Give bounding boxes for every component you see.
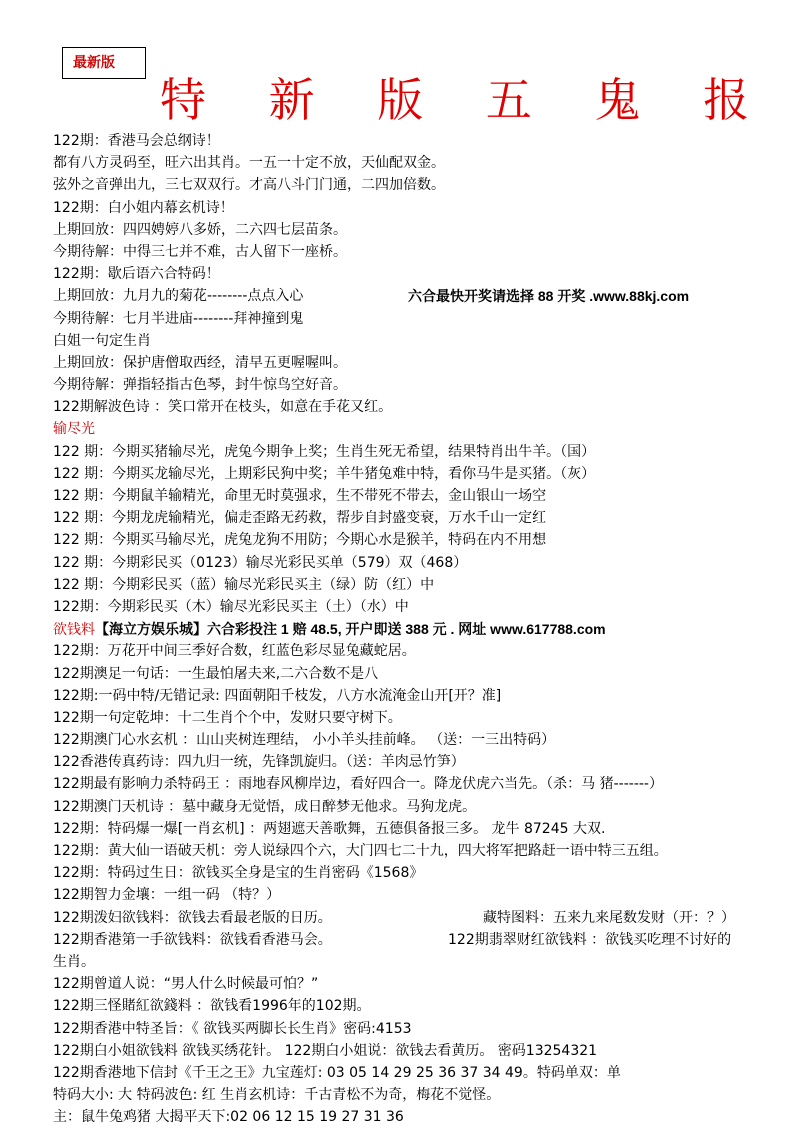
text-line: [53, 729, 793, 751]
text-line: [53, 463, 793, 485]
text-line: [53, 174, 793, 196]
line-text: 122 期：今期彩民买（蓝）输尽光彩民买主（绿）防（红）中: [53, 576, 435, 593]
line-text: 122期一句定乾坤：十二生肖个个中，发财只要守树下。: [53, 709, 402, 726]
text-line: [53, 529, 793, 551]
line-text: 122期：特码爆一爆[一肖玄机] ：两翅遮天善歌舞，五德俱备报三多。 龙牛 87245 大双.: [53, 820, 606, 837]
text-line: [53, 640, 793, 662]
line-text: 122期：香港马会总纲诗！: [53, 133, 220, 149]
line-text: 弦外之音弹出九，三七双双行。才高八斗门门通，二四加倍数。: [53, 177, 445, 194]
text-line: [53, 929, 793, 951]
line-text: 今期待解：中得三七并不难，古人留下一座桥。: [53, 243, 347, 260]
line-text: 今期待解：弹指轻指古色琴，封牛惊鸟空好音。: [53, 377, 347, 394]
text-line: [53, 840, 793, 862]
text-line: [53, 685, 793, 707]
line-text: 122期泼妇欲钱料：欲钱去看最老版的日历。: [53, 909, 332, 926]
line-text: 122期香港中特圣旨：《 欲钱买两脚长长生肖》密码:4153: [53, 1020, 412, 1037]
text-line: [53, 396, 793, 418]
line-text: 特码大小: 大 特码波色: 红 生肖玄机诗：千古青松不为奇，梅花不觉怪。: [53, 1087, 501, 1104]
line-text: 122 期：今期买龙输尽光，上期彩民狗中奖；羊牛猪兔难中特，看你马牛是买猪。（灰）: [53, 465, 596, 482]
text-line: [53, 1106, 793, 1128]
text-line: [53, 818, 793, 840]
text-line: [53, 152, 793, 174]
line-text: 都有八方灵码至，旺六出其肖。一五一十定不放，天仙配双金。: [53, 155, 445, 172]
line-text: 122 期：今期龙虎输精光，偏走歪路无药救，帮步自封盛变衰，万水千山一定红: [53, 510, 547, 527]
text-line: [53, 707, 793, 729]
line-text: 122期：白小姐内幕玄机诗！: [53, 199, 234, 216]
line-text: 122期澳足一句话：一生最怕屠夫来,二六合数不是八: [53, 665, 379, 682]
text-line: [53, 1062, 793, 1084]
text-line: [53, 308, 793, 330]
line-text: 122 期：今期买猪输尽光，虎兔今期争上奖；生肖生死无希望，结果特肖出牛羊。（国）: [53, 443, 596, 460]
text-line: [53, 862, 793, 884]
line-text: 122期最有影响力杀特码王 ：雨地春风柳岸边，看好四合一。降龙伏虎六当先。（杀：马 猪-------）: [53, 776, 663, 793]
text-line: [53, 441, 793, 463]
text-line: [53, 485, 793, 507]
text-line: [53, 995, 793, 1017]
line-text: 122期：歇后语六合特码！: [53, 266, 220, 283]
text-line: [53, 618, 793, 640]
text-line: [53, 973, 793, 995]
line-text: 122期：特码过生日：欲钱买全身是宝的生肖密码《1568》: [53, 865, 424, 882]
text-line: [53, 751, 793, 773]
text-line: [53, 263, 793, 285]
line-text-right: 藏特图料：五来九来尾数发财（开：？）: [483, 909, 735, 926]
content-lines: [53, 130, 793, 1128]
promo-text: 【海立方娱乐城】六合彩投注 1 赔 48.5, 开户即送 388 元 . 网址 www.617788.com: [95, 621, 606, 638]
line-text: 白姐一句定生肖: [53, 332, 151, 349]
line-text: 122期香港地下信封《千王之王》九宝莲灯: 03 05 14 29 25 36 37 34 49。特码单双：单: [53, 1064, 621, 1081]
text-line: [53, 330, 793, 352]
text-line: [53, 574, 793, 596]
text-line: [53, 907, 793, 929]
text-line: [53, 796, 793, 818]
line-text: 上期回放：九月九的菊花--------点点入心: [53, 288, 304, 305]
line-text: 122期解波色诗 ：笑口常开在枝头，如意在手花又红。: [53, 399, 393, 416]
text-line: [53, 285, 793, 307]
text-line: [53, 663, 793, 685]
line-text: 122期曾道人说：“男人什么时候最可怕？”: [53, 976, 319, 993]
text-line: [53, 374, 793, 396]
line-text: 122期：万花开中间三季好合数，红蓝色彩尽显兔藏蛇居。: [53, 643, 416, 660]
line-text: 生肖。: [53, 953, 95, 970]
line-text: 122期三怪賭紅欲錢料 ：欲钱看1996年的102期。: [53, 998, 371, 1015]
line-text: 122期澳门天机诗 ：墓中藏身无觉悟，成日醉梦无他求。马狗龙虎。: [53, 798, 477, 815]
text-line: [53, 596, 793, 618]
line-text: 122 期：今期彩民买（0123）输尽光彩民买单（579）双（468）: [53, 554, 468, 571]
text-line: [53, 197, 793, 219]
text-line: [53, 951, 793, 973]
text-line: [53, 219, 793, 241]
text-line: [53, 1040, 793, 1062]
line-text: 122期香港第一手欲钱料：欲钱看香港马会。: [53, 931, 332, 948]
text-line: [53, 773, 793, 795]
line-text: 122期澳门心水玄机 ：山山夹树连理结， 小小羊头挂前峰。 （送：一三出特码）: [53, 732, 556, 749]
line-text-right: 122期翡翠财红欲钱料 ：欲钱买吃理不讨好的: [448, 931, 732, 948]
text-line: [53, 241, 793, 263]
line-text: 122期白小姐欲钱料 欲钱买绣花针。 122期白小姐说：欲钱去看黄历。 密码13254321: [53, 1042, 598, 1059]
line-text: 上期回放：四四娉婷八多娇，二六四七层苗条。: [53, 221, 347, 238]
text-line: [53, 884, 793, 906]
line-text: 上期回放：保护唐僧取西经，清早五更喔喔叫。: [53, 354, 347, 371]
text-line: [53, 1018, 793, 1040]
text-line: [53, 418, 793, 440]
line-text: 122香港传真药诗：四九归一统，先锋凯旋归。（送：羊肉忌竹笋）: [53, 754, 465, 771]
line-text: 122 期：今期鼠羊输精光，命里无时莫强求，生不带死不带去，金山银山一场空: [53, 488, 547, 504]
line-text: 输尽光: [53, 421, 95, 438]
line-text: 122期:一码中特/无错记录: 四面朝阳千枝发，八方水流淹金山开[开？准]: [53, 687, 502, 704]
line-text: 122期：黄大仙一语破天机：旁人说绿四个六，大门四七二十九，四大将军把路赶一语中特三五组。: [53, 843, 668, 859]
text-line: [53, 552, 793, 574]
line-text: 122期智力金壤：一组一码 （特？）: [53, 887, 281, 904]
edition-badge: 最新版: [62, 47, 146, 79]
line-text: 主：鼠牛兔鸡猪 大揭平天下:02 06 12 15 19 27 31 36: [53, 1109, 404, 1126]
line-text: 欲钱料: [53, 622, 95, 639]
text-line: [53, 352, 793, 374]
line-text: 今期待解：七月半进庙--------拜神撞到鬼: [53, 310, 304, 327]
line-text: 122期：今期彩民买（木）输尽光彩民买主（土）（水）中: [53, 598, 409, 615]
text-line: [53, 1084, 793, 1106]
text-line: [53, 130, 793, 152]
line-text: 122 期：今期买马输尽光，虎兔龙狗不用防；今期心水是猴羊，特码在内不用想: [53, 532, 547, 549]
text-line: [53, 507, 793, 529]
promo-text: 六合最快开奖请选择 88 开奖 .www.88kj.com: [408, 288, 690, 305]
page-title: 特 新 版 五 鬼 报: [160, 73, 774, 127]
